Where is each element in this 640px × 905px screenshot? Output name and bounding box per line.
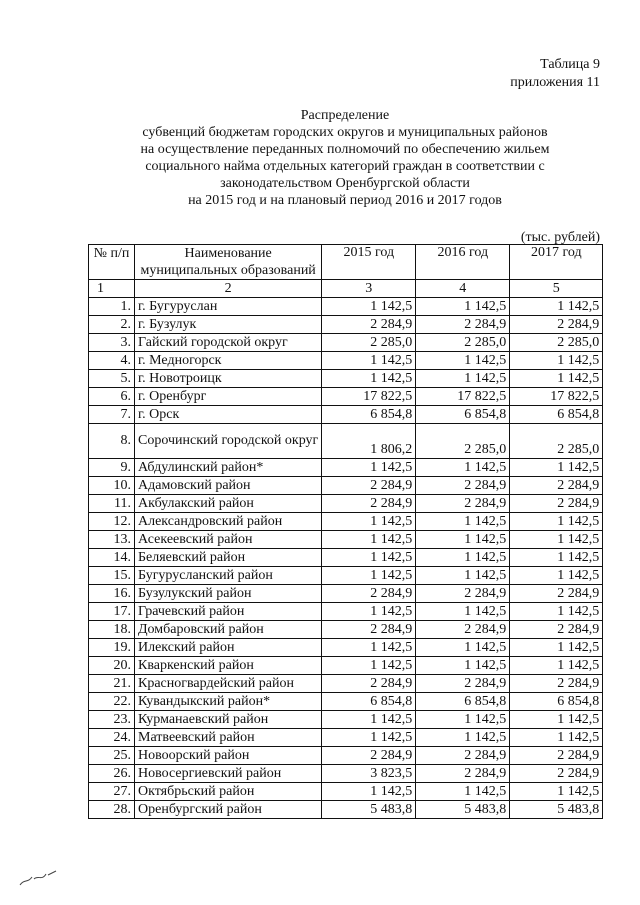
row-value-2016: 1 142,5 — [416, 298, 510, 316]
row-value-2017: 1 142,5 — [510, 639, 603, 657]
row-value-2016: 2 284,9 — [416, 495, 510, 513]
row-value-2015: 2 284,9 — [322, 495, 416, 513]
row-number: 6. — [89, 388, 135, 406]
row-value-2017: 1 142,5 — [510, 298, 603, 316]
table-row — [89, 675, 603, 693]
row-value-2017: 2 284,9 — [510, 477, 603, 495]
row-value-2015: 1 142,5 — [322, 370, 416, 388]
table-row — [89, 711, 603, 729]
header-number: № п/п — [89, 245, 135, 280]
row-number: 20. — [89, 657, 135, 675]
row-name: Новосергиевский район — [135, 765, 322, 783]
row-value-2017: 1 142,5 — [510, 549, 603, 567]
row-name: Беляевский район — [135, 549, 322, 567]
row-number: 13. — [89, 531, 135, 549]
row-value-2017: 1 142,5 — [510, 603, 603, 621]
row-name: Александровский район — [135, 513, 322, 531]
row-value-2017: 1 142,5 — [510, 352, 603, 370]
row-value-2017: 6 854,8 — [510, 693, 603, 711]
table-reference — [510, 56, 600, 92]
row-value-2017: 5 483,8 — [510, 801, 603, 819]
row-value-2015: 1 142,5 — [322, 603, 416, 621]
row-name: Бугурусланский район — [135, 567, 322, 585]
table-row — [89, 424, 603, 459]
row-value-2016: 1 142,5 — [416, 639, 510, 657]
row-value-2015: 1 142,5 — [322, 657, 416, 675]
row-value-2015: 1 142,5 — [322, 459, 416, 477]
col-index-1: 1 — [89, 280, 135, 298]
title-line-5: законодательством Оренбургской области — [220, 176, 470, 191]
row-number: 19. — [89, 639, 135, 657]
row-value-2015: 1 142,5 — [322, 567, 416, 585]
title-line-1: Распределение — [300, 108, 390, 123]
row-value-2015: 6 854,8 — [322, 693, 416, 711]
table-row — [89, 747, 603, 765]
row-value-2015: 1 142,5 — [322, 639, 416, 657]
row-value-2016: 1 142,5 — [416, 603, 510, 621]
row-name: г. Бузулук — [135, 316, 322, 334]
row-value-2016: 2 285,0 — [416, 424, 510, 459]
table-row — [89, 729, 603, 747]
row-value-2017: 6 854,8 — [510, 406, 603, 424]
row-value-2017: 2 284,9 — [510, 495, 603, 513]
row-number: 10. — [89, 477, 135, 495]
row-name: Адамовский район — [135, 477, 322, 495]
row-value-2016: 5 483,8 — [416, 801, 510, 819]
row-name: Илекский район — [135, 639, 322, 657]
row-name: Асекеевский район — [135, 531, 322, 549]
row-number: 27. — [89, 783, 135, 801]
table-row — [89, 531, 603, 549]
row-name: Красногвардейский район — [135, 675, 322, 693]
row-value-2016: 1 142,5 — [416, 352, 510, 370]
row-name: г. Оренбург — [135, 388, 322, 406]
document-title — [105, 107, 585, 209]
row-name: г. Орск — [135, 406, 322, 424]
row-value-2017: 17 822,5 — [510, 388, 603, 406]
row-number: 9. — [89, 459, 135, 477]
row-name: г. Новотроицк — [135, 370, 322, 388]
handwritten-mark — [18, 865, 58, 889]
row-number: 1. — [89, 298, 135, 316]
row-value-2017: 1 142,5 — [510, 531, 603, 549]
row-value-2016: 1 142,5 — [416, 549, 510, 567]
table-row — [89, 549, 603, 567]
row-value-2015: 1 142,5 — [322, 352, 416, 370]
row-value-2016: 1 142,5 — [416, 783, 510, 801]
title-line-2: субвенций бюджетам городских округов и муниципальных районов — [142, 125, 548, 140]
row-value-2015: 2 284,9 — [322, 621, 416, 639]
table-header-row — [89, 245, 603, 280]
row-name: Сорочинский городской округ — [135, 424, 322, 459]
row-number: 2. — [89, 316, 135, 334]
row-value-2016: 2 284,9 — [416, 747, 510, 765]
row-value-2016: 1 142,5 — [416, 513, 510, 531]
table-row — [89, 388, 603, 406]
row-value-2017: 2 285,0 — [510, 424, 603, 459]
row-name: Акбулакский район — [135, 495, 322, 513]
row-value-2017: 2 284,9 — [510, 675, 603, 693]
row-value-2016: 6 854,8 — [416, 406, 510, 424]
col-index-3: 3 — [322, 280, 416, 298]
column-numbering-row — [89, 280, 603, 298]
row-name: Курманаевский район — [135, 711, 322, 729]
table-row — [89, 459, 603, 477]
row-value-2016: 2 284,9 — [416, 621, 510, 639]
table-row — [89, 603, 603, 621]
table-row — [89, 352, 603, 370]
row-number: 11. — [89, 495, 135, 513]
row-number: 22. — [89, 693, 135, 711]
row-value-2017: 1 142,5 — [510, 370, 603, 388]
table-row — [89, 334, 603, 352]
row-number: 23. — [89, 711, 135, 729]
row-name: Оренбургский район — [135, 801, 322, 819]
table-row — [89, 693, 603, 711]
row-value-2017: 1 142,5 — [510, 729, 603, 747]
row-value-2015: 3 823,5 — [322, 765, 416, 783]
row-value-2015: 6 854,8 — [322, 406, 416, 424]
row-number: 8. — [89, 424, 135, 459]
row-value-2015: 1 142,5 — [322, 298, 416, 316]
row-value-2015: 1 142,5 — [322, 531, 416, 549]
row-number: 3. — [89, 334, 135, 352]
row-number: 18. — [89, 621, 135, 639]
row-name: Домбаровский район — [135, 621, 322, 639]
table-row — [89, 621, 603, 639]
table-row — [89, 567, 603, 585]
table-row — [89, 406, 603, 424]
row-name: Бузулукский район — [135, 585, 322, 603]
table-row — [89, 370, 603, 388]
row-number: 16. — [89, 585, 135, 603]
row-value-2017: 1 142,5 — [510, 657, 603, 675]
header-2017: 2017 год — [510, 245, 603, 280]
row-value-2016: 1 142,5 — [416, 711, 510, 729]
table-row — [89, 783, 603, 801]
row-number: 15. — [89, 567, 135, 585]
row-value-2015: 1 142,5 — [322, 549, 416, 567]
row-number: 21. — [89, 675, 135, 693]
row-value-2016: 2 284,9 — [416, 675, 510, 693]
table-row — [89, 298, 603, 316]
col-index-5: 5 — [510, 280, 603, 298]
row-number: 12. — [89, 513, 135, 531]
row-number: 24. — [89, 729, 135, 747]
row-value-2016: 17 822,5 — [416, 388, 510, 406]
table-row — [89, 801, 603, 819]
row-value-2017: 1 142,5 — [510, 513, 603, 531]
appendix-label: приложения 11 — [510, 75, 600, 90]
row-value-2015: 2 284,9 — [322, 477, 416, 495]
row-value-2015: 2 284,9 — [322, 316, 416, 334]
row-value-2016: 1 142,5 — [416, 370, 510, 388]
row-name: г. Бугуруслан — [135, 298, 322, 316]
row-name: Грачевский район — [135, 603, 322, 621]
row-value-2017: 1 142,5 — [510, 783, 603, 801]
table-row — [89, 477, 603, 495]
row-name: Абдулинский район* — [135, 459, 322, 477]
row-value-2017: 2 284,9 — [510, 747, 603, 765]
row-value-2015: 2 285,0 — [322, 334, 416, 352]
row-value-2015: 5 483,8 — [322, 801, 416, 819]
units-label: (тыс. рублей) — [520, 230, 600, 245]
row-value-2016: 1 142,5 — [416, 567, 510, 585]
row-name: Новоорский район — [135, 747, 322, 765]
table-row — [89, 639, 603, 657]
row-number: 28. — [89, 801, 135, 819]
title-line-4: социального найма отдельных категорий граждан в соответствии с — [145, 159, 545, 174]
row-number: 14. — [89, 549, 135, 567]
table-number-label: Таблица 9 — [540, 57, 600, 72]
table-row — [89, 495, 603, 513]
row-value-2016: 2 285,0 — [416, 334, 510, 352]
table-row — [89, 657, 603, 675]
row-value-2016: 2 284,9 — [416, 765, 510, 783]
row-value-2017: 1 142,5 — [510, 567, 603, 585]
table-row — [89, 585, 603, 603]
row-value-2016: 2 284,9 — [416, 477, 510, 495]
row-value-2016: 1 142,5 — [416, 531, 510, 549]
row-name: Октябрьский район — [135, 783, 322, 801]
row-number: 5. — [89, 370, 135, 388]
row-number: 25. — [89, 747, 135, 765]
row-value-2017: 1 142,5 — [510, 459, 603, 477]
row-name: г. Медногорск — [135, 352, 322, 370]
header-2015: 2015 год — [322, 245, 416, 280]
row-value-2016: 1 142,5 — [416, 729, 510, 747]
row-number: 26. — [89, 765, 135, 783]
row-value-2015: 1 142,5 — [322, 729, 416, 747]
row-value-2017: 2 284,9 — [510, 765, 603, 783]
header-name: Наименование муниципальных образований — [135, 245, 322, 280]
row-value-2016: 1 142,5 — [416, 459, 510, 477]
row-value-2015: 2 284,9 — [322, 675, 416, 693]
row-value-2017: 2 284,9 — [510, 316, 603, 334]
row-value-2015: 1 806,2 — [322, 424, 416, 459]
row-value-2016: 2 284,9 — [416, 585, 510, 603]
row-value-2016: 2 284,9 — [416, 316, 510, 334]
distribution-table — [88, 244, 603, 819]
title-line-3: на осуществление переданных полномочий по обеспечению жильем — [140, 142, 550, 157]
table-row — [89, 513, 603, 531]
row-value-2017: 2 285,0 — [510, 334, 603, 352]
header-2016: 2016 год — [416, 245, 510, 280]
row-value-2015: 1 142,5 — [322, 513, 416, 531]
row-value-2016: 1 142,5 — [416, 657, 510, 675]
row-name: Гайский городской округ — [135, 334, 322, 352]
title-line-6: на 2015 год и на плановый период 2016 и 2017 годов — [188, 193, 502, 208]
row-name: Матвеевский район — [135, 729, 322, 747]
col-index-2: 2 — [135, 280, 322, 298]
col-index-4: 4 — [416, 280, 510, 298]
row-name: Кваркенский район — [135, 657, 322, 675]
row-value-2015: 2 284,9 — [322, 747, 416, 765]
row-number: 4. — [89, 352, 135, 370]
table-row — [89, 765, 603, 783]
row-value-2016: 6 854,8 — [416, 693, 510, 711]
row-value-2017: 2 284,9 — [510, 621, 603, 639]
row-value-2017: 1 142,5 — [510, 711, 603, 729]
row-value-2017: 2 284,9 — [510, 585, 603, 603]
row-value-2015: 17 822,5 — [322, 388, 416, 406]
row-value-2015: 1 142,5 — [322, 783, 416, 801]
row-number: 17. — [89, 603, 135, 621]
table-row — [89, 316, 603, 334]
row-value-2015: 1 142,5 — [322, 711, 416, 729]
row-name: Кувандыкский район* — [135, 693, 322, 711]
row-value-2015: 2 284,9 — [322, 585, 416, 603]
row-number: 7. — [89, 406, 135, 424]
